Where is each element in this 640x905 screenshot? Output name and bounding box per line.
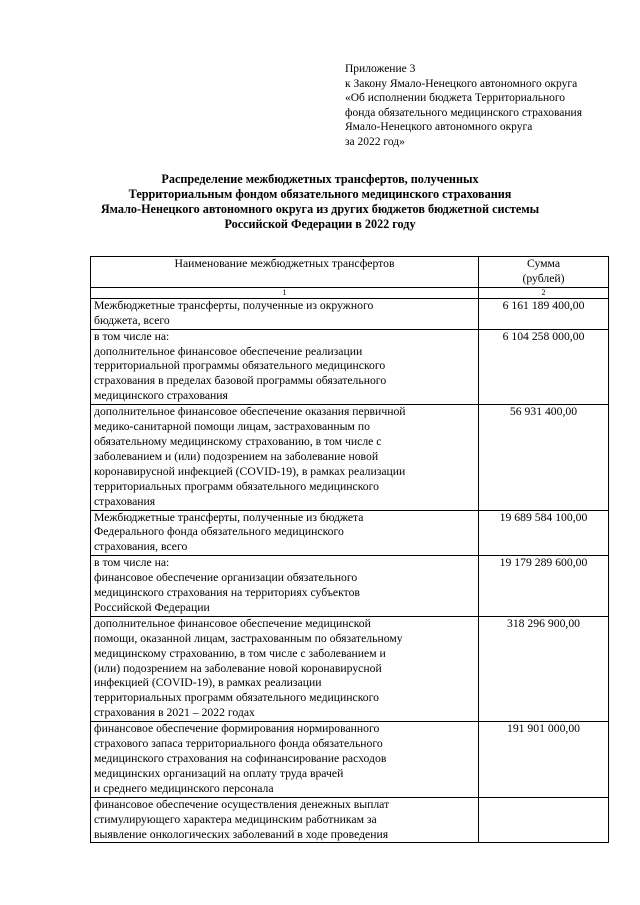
- title-line: Российской Федерации в 2022 году: [224, 217, 416, 231]
- appendix-header: [345, 62, 625, 150]
- transfer-name-line: помощи, оказанной лицам, застрахованным по обязательному: [94, 631, 403, 645]
- transfer-name-line: финансовое обеспечение осуществления денежных выплат: [94, 797, 390, 811]
- transfer-name-line: стимулирующего характера медицинским работникам за: [94, 812, 377, 826]
- appendix-line: Приложение 3: [345, 63, 416, 75]
- transfer-name-cell: [91, 722, 479, 798]
- transfer-amount-cell: 6 161 189 400,00: [479, 298, 609, 329]
- transfer-amount-cell: 19 689 584 100,00: [479, 510, 609, 556]
- table-row: [91, 510, 609, 556]
- transfer-name-line: страхования в пределах базовой программы обязательного: [94, 374, 387, 388]
- transfer-name-line: страхового запаса территориального фонда обязательного: [94, 737, 383, 751]
- transfer-name-line: страхования в 2021 – 2022 годах: [94, 706, 255, 720]
- table-row: [91, 616, 609, 721]
- column-number: 2: [479, 287, 609, 298]
- transfer-name-line: территориальной программы обязательного медицинского: [94, 359, 386, 373]
- transfer-amount-cell: 191 901 000,00: [479, 722, 609, 798]
- transfer-name-line: заболеванием и (или) подозрением на заболевание новой: [94, 449, 379, 463]
- transfer-amount-cell: 19 179 289 600,00: [479, 556, 609, 617]
- transfer-amount-cell: 6 104 258 000,00: [479, 329, 609, 405]
- appendix-line: «Об исполнении бюджета Территориального: [345, 92, 566, 105]
- table-row: [91, 405, 609, 510]
- transfer-name-line: территориальных программ обязательного медицинского: [94, 479, 379, 493]
- header-name-label: Наименование межбюджетных трансфертов: [174, 257, 395, 270]
- column-number: 1: [91, 287, 479, 298]
- transfer-name-line: Межбюджетные трансферты, полученные из бюджета: [94, 510, 364, 524]
- transfer-name-line: медико-санитарной помощи лицам, застрахованным по: [94, 420, 370, 434]
- transfer-name-line: и среднего медицинского персонала: [94, 781, 274, 795]
- transfer-name-line: дополнительное финансовое обеспечение оказания первичной: [94, 405, 406, 419]
- transfer-name-line: страхования: [94, 494, 156, 508]
- transfer-name-line: финансовое обеспечение организации обязательного: [94, 571, 358, 585]
- table-row: [91, 329, 609, 405]
- transfer-name-cell: [91, 510, 479, 556]
- transfer-amount-cell: [479, 797, 609, 843]
- table-row: [91, 298, 609, 329]
- transfer-name-line: бюджета, всего: [94, 313, 170, 327]
- appendix-line: за 2022 год»: [345, 135, 405, 148]
- table-row: [91, 556, 609, 617]
- transfer-name-line: территориальных программ обязательного медицинского: [94, 691, 379, 705]
- transfer-name-line: в том числе на:: [94, 556, 170, 570]
- transfer-name-line: медицинских организаций на оплату труда врачей: [94, 766, 344, 780]
- transfer-name-cell: [91, 616, 479, 721]
- header-sum-label: Сумма: [526, 257, 561, 270]
- table-row: [91, 722, 609, 798]
- transfer-name-cell: [91, 329, 479, 405]
- transfer-name-cell: [91, 556, 479, 617]
- transfers-table: [90, 256, 609, 843]
- table-row: [91, 797, 609, 843]
- transfer-name-cell: [91, 298, 479, 329]
- transfer-name-line: Межбюджетные трансферты, полученные из окружного: [94, 298, 374, 312]
- document-title: [60, 172, 580, 232]
- title-line: Ямало-Ненецкого автономного округа из других бюджетов бюджетной системы: [100, 202, 540, 216]
- transfer-name-line: Российской Федерации: [94, 600, 210, 614]
- transfer-name-line: обязательному медицинскому страхованию, в том числе с: [94, 434, 382, 448]
- transfer-name-line: Федерального фонда обязательного медицинского: [94, 525, 344, 539]
- transfer-amount-cell: 56 931 400,00: [479, 405, 609, 510]
- transfer-name-line: медицинского страхования на софинансирование расходов: [94, 752, 387, 765]
- transfer-name-cell: [91, 405, 479, 510]
- transfer-name-line: финансовое обеспечение формирования нормированного: [94, 722, 380, 736]
- transfer-name-cell: [91, 797, 479, 843]
- appendix-line: фонда обязательного медицинского страхования: [345, 106, 582, 119]
- transfer-name-line: (или) подозрением на заболевание новой коронавирусной: [94, 661, 382, 675]
- title-line: Распределение межбюджетных трансфертов, полученных: [161, 172, 479, 186]
- transfer-name-line: медицинскому страхованию, в том числе с заболеванием и: [94, 646, 386, 660]
- transfer-name-line: выявление онкологических заболеваний в ходе проведения: [94, 827, 389, 841]
- title-line: Территориальным фондом обязательного медицинского страхования: [128, 187, 512, 201]
- transfer-name-line: инфекцией (COVID-19), в рамках реализации: [94, 676, 322, 690]
- appendix-line: Ямало-Ненецкого автономного округа: [345, 121, 533, 134]
- transfer-name-line: медицинского страхования на территориях субъектов: [94, 586, 360, 600]
- transfer-name-line: дополнительное финансовое обеспечение реализации: [94, 344, 363, 358]
- header-sum-unit: (рублей): [522, 271, 565, 285]
- transfer-amount-cell: 318 296 900,00: [479, 616, 609, 721]
- transfer-name-line: медицинского страхования: [94, 389, 228, 403]
- transfer-name-line: страхования, всего: [94, 540, 188, 554]
- transfer-name-line: коронавирусной инфекцией (COVID-19), в рамках реализации: [94, 464, 406, 478]
- column-number-row: [91, 287, 609, 298]
- appendix-line: к Закону Ямало-Ненецкого автономного округа: [345, 77, 578, 90]
- transfer-name-line: дополнительное финансовое обеспечение медицинской: [94, 616, 371, 630]
- table-header-row: [91, 257, 609, 288]
- header-name-cell: [91, 257, 479, 288]
- header-sum-cell: [479, 257, 609, 288]
- transfer-name-line: в том числе на:: [94, 329, 170, 343]
